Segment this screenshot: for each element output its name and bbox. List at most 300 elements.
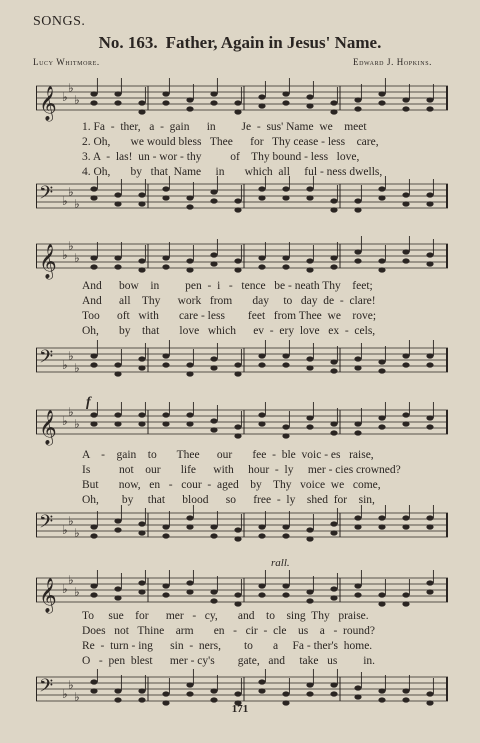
note-head	[114, 595, 121, 600]
note-head	[402, 688, 409, 693]
note-head	[282, 424, 289, 429]
note-head	[210, 91, 217, 96]
note-head	[114, 586, 121, 591]
note-head	[210, 688, 217, 693]
note-head	[186, 267, 193, 272]
note-head	[90, 412, 97, 417]
note-head	[330, 421, 337, 426]
note-head	[162, 353, 169, 358]
note-head	[210, 427, 217, 432]
lyrics-block	[82, 609, 454, 669]
note-head	[210, 418, 217, 423]
note-head	[90, 195, 97, 200]
note-head	[162, 412, 169, 417]
lyric-line: Too oft with care - less feet from Thee we rove;	[82, 310, 377, 322]
flat-icon: ♭	[68, 573, 74, 587]
note-head	[306, 415, 313, 420]
note-head	[114, 192, 121, 197]
note-head	[282, 353, 289, 358]
flat-icon: ♭	[74, 361, 80, 375]
note-head	[114, 527, 121, 532]
note-head	[282, 186, 289, 191]
note-head	[402, 601, 409, 606]
note-head	[426, 261, 433, 266]
note-head	[306, 536, 313, 541]
note-head	[186, 421, 193, 426]
lyric-line: O - pen blest mer - cy's gate, and take us in.	[82, 655, 376, 667]
bass-clef-icon: 𝄢	[39, 512, 54, 537]
note-head	[330, 521, 337, 526]
note-head	[138, 100, 145, 105]
flat-icon: ♭	[68, 514, 74, 528]
note-head	[426, 97, 433, 102]
note-head	[378, 195, 385, 200]
note-head	[426, 353, 433, 358]
note-head	[138, 356, 145, 361]
note-head	[114, 362, 121, 367]
note-head	[354, 583, 361, 588]
note-head	[162, 533, 169, 538]
flat-icon: ♭	[62, 414, 68, 428]
note-head	[210, 261, 217, 266]
note-head	[162, 524, 169, 529]
note-head	[90, 362, 97, 367]
note-head	[426, 362, 433, 367]
note-head	[186, 195, 193, 200]
note-head	[378, 100, 385, 105]
note-head	[402, 592, 409, 597]
note-head	[282, 524, 289, 529]
note-head	[186, 106, 193, 111]
note-head	[306, 267, 313, 272]
lyric-line: 1. Fa - ther, a - gain in Je - sus' Name we meet	[82, 121, 367, 133]
note-head	[330, 586, 337, 591]
note-head	[162, 195, 169, 200]
note-head	[90, 533, 97, 538]
flat-icon: ♭	[62, 248, 68, 262]
note-head	[210, 697, 217, 702]
note-head	[354, 249, 361, 254]
note-head	[354, 356, 361, 361]
note-head	[186, 362, 193, 367]
note-head	[378, 424, 385, 429]
note-head	[114, 688, 121, 693]
note-head	[258, 533, 265, 538]
lyric-line: Is not our life with hour - ly mer - cies crowned?	[82, 464, 401, 476]
note-head	[378, 688, 385, 693]
note-head	[426, 192, 433, 197]
note-head	[186, 580, 193, 585]
note-head	[186, 371, 193, 376]
flat-icon: ♭	[68, 81, 74, 95]
note-head	[282, 195, 289, 200]
note-head	[258, 524, 265, 529]
note-head	[330, 359, 337, 364]
flat-icon: ♭	[68, 239, 74, 253]
note-head	[330, 530, 337, 535]
note-head	[306, 589, 313, 594]
note-head	[330, 691, 337, 696]
note-head	[306, 691, 313, 696]
note-head	[258, 583, 265, 588]
note-head	[210, 533, 217, 538]
flat-icon: ♭	[74, 93, 80, 107]
note-head	[330, 198, 337, 203]
lyric-line: A - gain to Thee our fee - ble voic - es raise,	[82, 449, 374, 461]
note-head	[138, 688, 145, 693]
note-head	[234, 198, 241, 203]
note-head	[234, 691, 241, 696]
lyric-line: Does not Thine arm en - cir - cle us a - round?	[82, 625, 375, 637]
note-head	[330, 595, 337, 600]
forte-mark: f	[86, 395, 91, 410]
note-head	[162, 592, 169, 597]
hymn-number: No. 163.	[98, 33, 158, 52]
section-heading: SONGS.	[33, 14, 86, 29]
note-head	[258, 103, 265, 108]
note-head	[234, 424, 241, 429]
note-head	[306, 365, 313, 370]
note-head	[234, 207, 241, 212]
note-head	[282, 100, 289, 105]
treble-staff	[36, 402, 448, 446]
note-head	[282, 533, 289, 538]
note-head	[90, 100, 97, 105]
note-head	[90, 421, 97, 426]
note-head	[426, 252, 433, 257]
note-head	[210, 365, 217, 370]
note-head	[426, 580, 433, 585]
note-head	[90, 91, 97, 96]
note-head	[186, 515, 193, 520]
note-head	[234, 267, 241, 272]
note-head	[354, 97, 361, 102]
note-head	[306, 103, 313, 108]
note-head	[402, 515, 409, 520]
note-head	[378, 515, 385, 520]
note-head	[234, 527, 241, 532]
note-head	[402, 249, 409, 254]
note-head	[258, 353, 265, 358]
flat-icon: ♭	[74, 197, 80, 211]
note-head	[426, 589, 433, 594]
composer-credit: Edward J. Hopkins.	[353, 57, 432, 67]
note-head	[330, 255, 337, 260]
note-head	[258, 94, 265, 99]
bass-staff	[36, 176, 448, 220]
note-head	[306, 682, 313, 687]
note-head	[210, 356, 217, 361]
bass-clef-icon: 𝄢	[39, 676, 54, 701]
note-head	[258, 679, 265, 684]
note-head	[258, 362, 265, 367]
note-head	[330, 682, 337, 687]
flat-icon: ♭	[62, 194, 68, 208]
note-head	[258, 592, 265, 597]
note-head	[186, 204, 193, 209]
lyric-line: 4. Oh, by that Name in which all ful - ness dwells,	[82, 166, 383, 178]
note-head	[114, 518, 121, 523]
treble-clef-icon: 𝄞	[39, 578, 57, 613]
note-head	[234, 592, 241, 597]
note-head	[114, 91, 121, 96]
note-head	[210, 598, 217, 603]
note-head	[282, 583, 289, 588]
note-head	[114, 421, 121, 426]
note-head	[162, 583, 169, 588]
note-head	[426, 515, 433, 520]
note-head	[162, 264, 169, 269]
note-head	[210, 189, 217, 194]
note-head	[234, 100, 241, 105]
note-head	[234, 258, 241, 263]
note-head	[138, 109, 145, 114]
note-head	[114, 697, 121, 702]
note-head	[234, 601, 241, 606]
note-head	[138, 365, 145, 370]
note-head	[402, 258, 409, 263]
note-head	[258, 688, 265, 693]
note-head	[90, 255, 97, 260]
note-head	[114, 201, 121, 206]
hymn-title	[0, 33, 480, 53]
note-head	[354, 515, 361, 520]
bass-clef-icon: 𝄢	[39, 183, 54, 208]
note-head	[282, 362, 289, 367]
note-head	[234, 536, 241, 541]
note-head	[402, 353, 409, 358]
note-head	[138, 530, 145, 535]
note-head	[138, 192, 145, 197]
flat-icon: ♭	[74, 526, 80, 540]
treble-clef-icon: 𝄞	[39, 410, 57, 445]
treble-clef-icon: 𝄞	[39, 244, 57, 279]
note-head	[258, 264, 265, 269]
treble-staff	[36, 78, 448, 122]
lyric-line: But now, en - cour - aged by Thy voice we come,	[82, 479, 381, 491]
note-head	[306, 424, 313, 429]
note-head	[354, 421, 361, 426]
page-number: 171	[231, 703, 249, 715]
note-head	[306, 258, 313, 263]
note-head	[378, 186, 385, 191]
note-head	[282, 264, 289, 269]
bass-staff	[36, 340, 448, 384]
note-head	[354, 198, 361, 203]
lyric-line: Oh, by that love which ev - ery love ex - cels,	[82, 325, 376, 337]
note-head	[234, 433, 241, 438]
note-head	[138, 258, 145, 263]
note-head	[378, 359, 385, 364]
note-head	[186, 589, 193, 594]
note-head	[330, 109, 337, 114]
note-head	[354, 258, 361, 263]
lyric-line: And bow in pen - i - tence be - neath Thy feet;	[82, 280, 373, 292]
note-head	[378, 592, 385, 597]
note-head	[90, 679, 97, 684]
treble-staff	[36, 236, 448, 280]
lyrics-block	[82, 120, 454, 180]
note-head	[186, 524, 193, 529]
note-head	[234, 362, 241, 367]
rallentando-mark: rall.	[271, 557, 290, 569]
note-head	[90, 264, 97, 269]
note-head	[90, 524, 97, 529]
lyric-line: 2. Oh, we would bless Thee for Thy cease - less care,	[82, 136, 379, 148]
note-head	[114, 371, 121, 376]
lyrics-block	[82, 448, 454, 508]
note-head	[426, 201, 433, 206]
note-head	[186, 691, 193, 696]
note-head	[138, 421, 145, 426]
hymn-name: Father, Again in Jesus' Name.	[165, 33, 382, 52]
note-head	[234, 371, 241, 376]
note-head	[378, 524, 385, 529]
flat-icon: ♭	[68, 405, 74, 419]
note-head	[282, 592, 289, 597]
flat-icon: ♭	[74, 690, 80, 704]
treble-staff	[36, 570, 448, 614]
note-head	[162, 421, 169, 426]
note-head	[426, 106, 433, 111]
treble-clef-icon: 𝄞	[39, 86, 57, 121]
note-head	[258, 412, 265, 417]
lyric-line: And all Thy work from day to day de - clare!	[82, 295, 376, 307]
note-head	[186, 682, 193, 687]
note-head	[138, 697, 145, 702]
flat-icon: ♭	[62, 523, 68, 537]
note-head	[402, 421, 409, 426]
lyrics-block	[82, 279, 454, 339]
note-head	[162, 362, 169, 367]
note-head	[114, 255, 121, 260]
lyric-line: To sue for mer - cy, and to sing Thy praise.	[82, 610, 369, 622]
note-head	[114, 412, 121, 417]
note-head	[330, 264, 337, 269]
note-head	[354, 694, 361, 699]
note-head	[210, 100, 217, 105]
note-head	[210, 524, 217, 529]
note-head	[258, 195, 265, 200]
note-head	[162, 100, 169, 105]
note-head	[354, 592, 361, 597]
note-head	[330, 368, 337, 373]
note-head	[258, 255, 265, 260]
note-head	[354, 207, 361, 212]
bass-staff	[36, 505, 448, 549]
note-head	[138, 589, 145, 594]
note-head	[378, 415, 385, 420]
note-head	[402, 412, 409, 417]
note-head	[90, 186, 97, 191]
lyric-line: 3. A - las! un - wor - thy of Thy bound - less love,	[82, 151, 360, 163]
note-head	[210, 252, 217, 257]
note-head	[426, 524, 433, 529]
note-head	[402, 201, 409, 206]
note-head	[402, 524, 409, 529]
note-head	[306, 598, 313, 603]
flat-icon: ♭	[62, 582, 68, 596]
note-head	[282, 255, 289, 260]
lyric-line: Oh, by that blood so free - ly shed for sin,	[82, 494, 375, 506]
flat-icon: ♭	[74, 417, 80, 431]
bass-clef-icon: 𝄢	[39, 347, 54, 372]
flat-icon: ♭	[68, 678, 74, 692]
note-head	[306, 195, 313, 200]
note-head	[210, 198, 217, 203]
note-head	[378, 258, 385, 263]
note-head	[378, 91, 385, 96]
note-head	[90, 353, 97, 358]
note-head	[306, 527, 313, 532]
note-head	[330, 430, 337, 435]
note-head	[162, 255, 169, 260]
note-head	[330, 100, 337, 105]
note-head	[282, 91, 289, 96]
note-head	[186, 97, 193, 102]
note-head	[354, 365, 361, 370]
note-head	[402, 697, 409, 702]
note-head	[186, 412, 193, 417]
note-head	[186, 258, 193, 263]
note-head	[162, 186, 169, 191]
note-head	[282, 433, 289, 438]
flat-icon: ♭	[74, 251, 80, 265]
note-head	[90, 592, 97, 597]
note-head	[258, 421, 265, 426]
note-head	[378, 267, 385, 272]
note-head	[138, 267, 145, 272]
note-head	[90, 583, 97, 588]
note-head	[234, 109, 241, 114]
note-head	[306, 94, 313, 99]
note-head	[354, 685, 361, 690]
note-head	[162, 91, 169, 96]
note-head	[138, 580, 145, 585]
note-head	[426, 424, 433, 429]
note-head	[378, 601, 385, 606]
note-head	[354, 106, 361, 111]
flat-icon: ♭	[62, 358, 68, 372]
note-head	[426, 691, 433, 696]
note-head	[330, 207, 337, 212]
lyricist-credit: Lucy Whitmore.	[33, 57, 100, 67]
note-head	[138, 201, 145, 206]
note-head	[354, 430, 361, 435]
note-head	[378, 368, 385, 373]
note-head	[90, 688, 97, 693]
note-head	[114, 100, 121, 105]
flat-icon: ♭	[74, 585, 80, 599]
lyric-line: Re - turn - ing sin - ners, to a Fa - ther's home.	[82, 640, 373, 652]
flat-icon: ♭	[68, 349, 74, 363]
note-head	[114, 264, 121, 269]
flat-icon: ♭	[62, 90, 68, 104]
note-head	[426, 415, 433, 420]
note-head	[138, 412, 145, 417]
note-head	[402, 106, 409, 111]
note-head	[378, 697, 385, 702]
flat-icon: ♭	[62, 687, 68, 701]
note-head	[354, 524, 361, 529]
note-head	[402, 192, 409, 197]
note-head	[402, 362, 409, 367]
note-head	[258, 186, 265, 191]
note-head	[306, 356, 313, 361]
note-head	[402, 97, 409, 102]
note-head	[306, 186, 313, 191]
note-head	[138, 521, 145, 526]
